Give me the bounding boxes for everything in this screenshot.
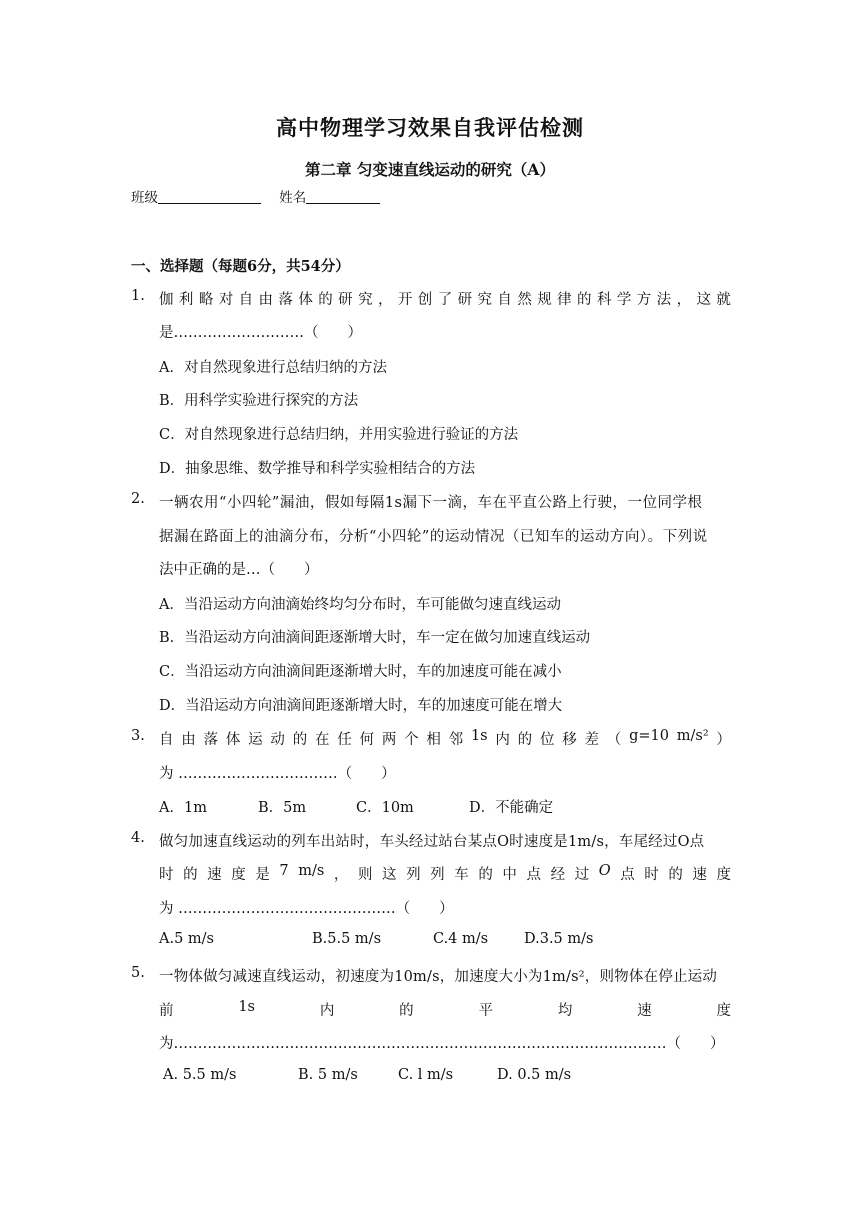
- q2-stem-line1: 一辆农用“小四轮”漏油，假如每隔1s漏下一滴，车在平直公路上行驶，一位同学根: [159, 495, 703, 511]
- q3-option-b[interactable]: B．5m: [258, 800, 307, 816]
- name-label: 姓名: [279, 190, 307, 206]
- q5-stem-line2: 前 1s 内 的 平 均 速 度: [159, 999, 731, 1019]
- q4-option-a[interactable]: A.5 m/s: [159, 931, 214, 947]
- q4-stem-line3: 为 ………………………………………（ ）: [159, 901, 454, 917]
- q2-option-d[interactable]: D．当沿运动方向油滴间距逐渐增大时，车的加速度可能在增大: [159, 698, 563, 714]
- q1-stem-line2: 是………………………（ ）: [159, 325, 362, 341]
- class-label: 班级: [131, 190, 158, 206]
- q3-stem-line2: 为 ……………………………（ ）: [159, 766, 396, 782]
- q4-option-d[interactable]: D.3.5 m/s: [524, 931, 594, 947]
- q3-option-a[interactable]: A．1m: [159, 800, 207, 816]
- q5-option-b[interactable]: B. 5 m/s: [298, 1067, 358, 1083]
- q1-option-c[interactable]: C．对自然现象进行总结归纳，并用实验进行验证的方法: [159, 427, 519, 443]
- q4-stem-line1: 做匀加速直线运动的列车出站时，车头经过站台某点O时速度是1m/s，车尾经过O点: [159, 834, 705, 850]
- q5-stem-line3: 为…………………………………………………………………………………………（ ）: [159, 1036, 725, 1052]
- class-blank-field[interactable]: [158, 189, 261, 204]
- q1-stem-line1: 伽 利 略 对 自 由 落 体 的 研 究 ， 开 创 了 研 究 自 然 规 律 的 科 学 方 法 ， 这 就: [159, 292, 731, 308]
- section-heading: 一、选择题（每题6分，共54分）: [131, 258, 350, 275]
- q5-number: 5.: [131, 965, 145, 981]
- chapter-subtitle: 第二章 匀变速直线运动的研究（A）: [305, 160, 555, 179]
- q2-option-c[interactable]: C．当沿运动方向油滴间距逐渐增大时，车的加速度可能在减小: [159, 664, 562, 680]
- q1-option-d[interactable]: D．抽象思维、数学推导和科学实验相结合的方法: [159, 461, 476, 477]
- q4-option-b[interactable]: B.5.5 m/s: [312, 931, 382, 947]
- q5-option-d[interactable]: D. 0.5 m/s: [497, 1067, 572, 1083]
- q4-option-c[interactable]: C.4 m/s: [433, 931, 489, 947]
- student-info-row: [131, 186, 380, 206]
- q1-option-a[interactable]: A．对自然现象进行总结归纳的方法: [159, 360, 387, 376]
- q2-stem-line3: 法中正确的是…（ ）: [159, 562, 319, 578]
- q4-number: 4.: [131, 830, 145, 846]
- q1-number: 1.: [131, 288, 145, 304]
- q3-stem-line1: 自 由 落 体 运 动 的 在 任 何 两 个 相 邻 1s 内 的 位 移 差 （ g=10 m/s² ）: [159, 728, 731, 748]
- page-title: 高中物理学习效果自我评估检测: [276, 115, 584, 140]
- q2-option-a[interactable]: A．当沿运动方向油滴始终均匀分布时，车可能做匀速直线运动: [159, 597, 561, 613]
- q5-option-c[interactable]: C. l m/s: [398, 1067, 454, 1083]
- q2-stem-line2: 据漏在路面上的油滴分布，分析“小四轮”的运动情况（已知车的运动方向）。下列说: [159, 529, 708, 545]
- name-blank-field[interactable]: [306, 189, 380, 204]
- q4-stem-line2: 时 的 速 度 是 7 m/s ， 则 这 列 列 车 的 中 点 经 过 O 点 时 的 速 度: [159, 863, 731, 883]
- q2-number: 2.: [131, 491, 145, 507]
- q3-option-c[interactable]: C．10m: [356, 800, 414, 816]
- q5-option-a[interactable]: A. 5.5 m/s: [163, 1067, 237, 1083]
- q3-option-d[interactable]: D．不能确定: [469, 800, 554, 816]
- q2-option-b[interactable]: B．当沿运动方向油滴间距逐渐增大时，车一定在做匀加速直线运动: [159, 630, 591, 646]
- q1-option-b[interactable]: B．用科学实验进行探究的方法: [159, 393, 359, 409]
- q5-stem-line1: 一物体做匀减速直线运动，初速度为10m/s，加速度大小为1m/s²，则物体在停止运动: [159, 969, 718, 985]
- q3-number: 3.: [131, 728, 145, 744]
